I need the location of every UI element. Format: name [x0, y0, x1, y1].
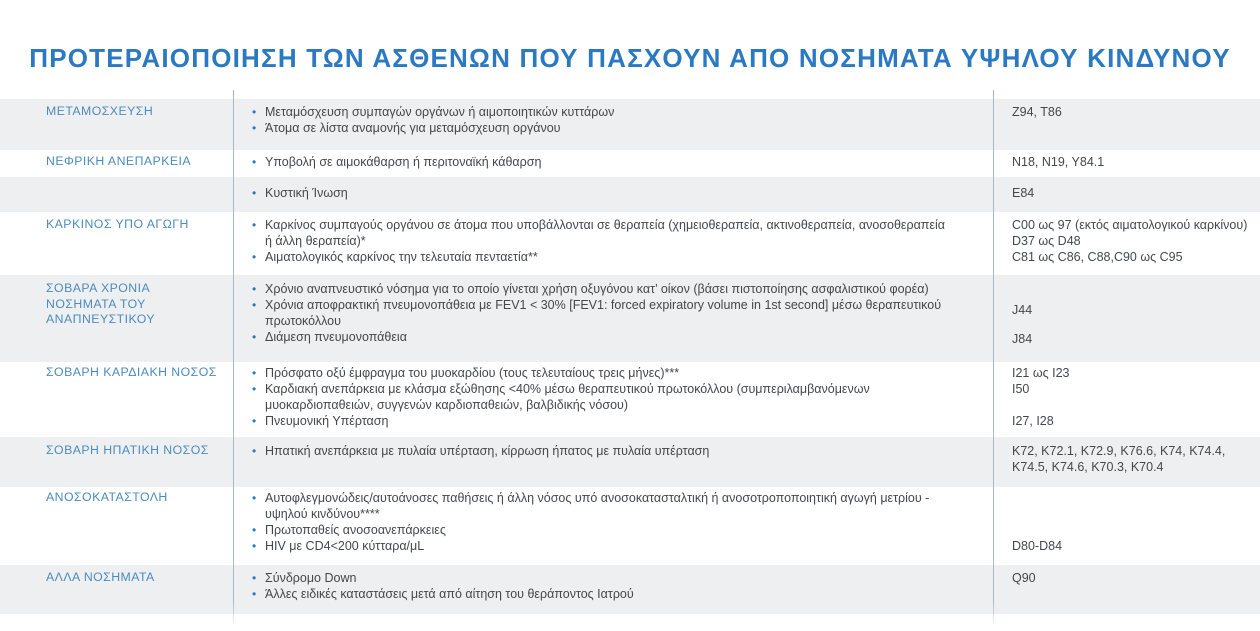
criteria-text: Άλλες ειδικές καταστάσεις μετά από αίτηση του θεράποντος Ιατρού [265, 587, 634, 601]
criteria-cell [233, 437, 993, 487]
icd-codes-cell [993, 487, 1260, 565]
column-divider-left [233, 90, 234, 627]
criteria-cell [233, 177, 993, 212]
table-row [0, 177, 1260, 212]
icd-code: C00 ως 97 (εκτός αιματολογικού καρκίνου) D37 ως D48 [1012, 218, 1248, 248]
category-cell: ΣΟΒΑΡΑ ΧΡΟΝΙΑ ΝΟΣΗΜΑΤΑ ΤΟΥ ΑΝΑΠΝΕΥΣΤΙΚΟΥ [46, 281, 156, 326]
criteria-cell [233, 99, 993, 150]
criteria-text: Χρόνια αποφρακτική πνευμονοπάθεια με FEV1 < 30% [FEV1: forced expiratory volume in 1st second] μέσω θεραπευτικού πρωτοκόλλου [265, 298, 942, 328]
criteria-item [252, 538, 973, 554]
category-cell: ΑΝΟΣΟΚΑΤΑΣΤΟΛΗ [46, 490, 168, 504]
bullet-icon: • [252, 250, 257, 264]
criteria-item [252, 185, 973, 201]
icd-code: I27, I28 [1012, 414, 1054, 428]
category-cell: ΜΕΤΑΜΟΣΧΕΥΣΗ [46, 104, 154, 118]
criteria-item [252, 217, 973, 249]
criteria-item [252, 413, 973, 429]
bullet-icon: • [252, 186, 257, 200]
icd-code: J84 [1012, 332, 1033, 346]
bullet-icon: • [252, 218, 257, 232]
table-row [0, 150, 1260, 177]
criteria-item [252, 249, 973, 265]
bullet-icon: • [252, 155, 257, 169]
criteria-text: Ηπατική ανεπάρκεια με πυλαία υπέρταση, κίρρωση ήπατος με πυλαία υπέρταση [265, 444, 710, 458]
criteria-text: Καρκίνος συμπαγούς οργάνου σε άτομα που υποβάλλονται σε θεραπεία (χημειοθεραπεία, ακτινοθεραπεία, ανοσοθεραπεία ή άλλη θεραπεία)* [265, 218, 946, 248]
bullet-icon: • [252, 523, 257, 537]
bullet-icon: • [252, 105, 257, 119]
bullet-icon: • [252, 382, 257, 396]
icd-codes-cell [993, 362, 1260, 437]
table-row [0, 487, 1260, 565]
category-cell: ΣΟΒΑΡΗ ΚΑΡΔΙΑΚΗ ΝΟΣΟΣ [46, 365, 217, 379]
table-row [0, 275, 1260, 362]
category-cell: ΣΟΒΑΡΗ ΗΠΑΤΙΚΗ ΝΟΣΟΣ [46, 443, 209, 457]
criteria-item [252, 586, 973, 602]
category-cell: ΑΛΛΑ ΝΟΣΗΜΑΤΑ [46, 570, 155, 584]
criteria-cell [233, 362, 993, 437]
icd-code: I21 ως I23 [1012, 366, 1070, 380]
high-risk-diseases-table [0, 99, 1260, 614]
criteria-item [252, 490, 973, 522]
bullet-icon: • [252, 571, 257, 585]
icd-code: C81 ως C86, C88,C90 ως C95 [1012, 250, 1183, 264]
criteria-cell [233, 150, 993, 177]
icd-code: I50 [1012, 382, 1030, 396]
icd-code: Z94, T86 [1012, 105, 1062, 119]
criteria-item [252, 120, 973, 136]
criteria-text: HIV με CD4<200 κύτταρα/μL [265, 539, 425, 553]
bullet-icon: • [252, 282, 257, 296]
criteria-text: Αιματολογικός καρκίνος την τελευταία πενταετία** [265, 250, 538, 264]
icd-code: J44 [1012, 303, 1033, 317]
icd-code: K72, K72.1, K72.9, K76.6, K74, K74.4, K74.5, K74.6, K70.3, K70.4 [1012, 444, 1226, 474]
bullet-icon: • [252, 121, 257, 135]
criteria-text: Κυστική Ίνωση [265, 186, 348, 200]
bullet-icon: • [252, 587, 257, 601]
column-divider-right [993, 90, 994, 627]
criteria-cell [233, 487, 993, 565]
category-cell: ΝΕΦΡΙΚΗ ΑΝΕΠΑΡΚΕΙΑ [46, 154, 192, 168]
table-row [0, 99, 1260, 150]
criteria-item [252, 104, 973, 120]
icd-code: E84 [1012, 186, 1035, 200]
criteria-item [252, 281, 973, 297]
bullet-icon: • [252, 444, 257, 458]
criteria-text: Πρωτοπαθείς ανοσοανεπάρκειες [265, 523, 446, 537]
category-cell: ΚΑΡΚΙΝΟΣ ΥΠΟ ΑΓΩΓΗ [46, 217, 189, 231]
criteria-cell [233, 275, 993, 362]
icd-code: N18, N19, Y84.1 [1012, 155, 1105, 169]
criteria-cell [233, 565, 993, 614]
criteria-item [252, 570, 973, 586]
icd-codes-cell [993, 565, 1260, 614]
table-row [0, 212, 1260, 275]
icd-codes-cell [993, 275, 1260, 362]
criteria-text: Διάμεση πνευμονοπάθεια [265, 330, 407, 344]
criteria-item [252, 381, 973, 413]
table-row [0, 437, 1260, 487]
bullet-icon: • [252, 491, 257, 505]
icd-code: Q90 [1012, 571, 1036, 585]
icd-code: D80-D84 [1012, 539, 1063, 553]
criteria-text: Άτομα σε λίστα αναμονής για μεταμόσχευση οργάνου [265, 121, 561, 135]
bullet-icon: • [252, 414, 257, 428]
icd-codes-cell [993, 99, 1260, 150]
criteria-text: Σύνδρομο Down [265, 571, 357, 585]
criteria-item [252, 154, 973, 170]
bullet-icon: • [252, 330, 257, 344]
icd-codes-cell [993, 437, 1260, 487]
criteria-text: Πρόσφατο οξύ έμφραγμα του μυοκαρδίου (τους τελευταίους τρεις μήνες)*** [265, 366, 680, 380]
criteria-item [252, 522, 973, 538]
criteria-item [252, 297, 973, 329]
icd-codes-cell [993, 150, 1260, 177]
criteria-text: Καρδιακή ανεπάρκεια με κλάσμα εξώθησης <40% μέσω θεραπευτικού πρωτοκόλλου (συμπεριλαμβανόμενων μυοκαρδιοπαθειών, συγγενών καρδιοπαθειών, βαλβιδικής νόσου) [265, 382, 870, 412]
table-rows [0, 99, 1260, 614]
criteria-item [252, 443, 973, 459]
criteria-text: Μεταμόσχευση συμπαγών οργάνων ή αιμοποιητικών κυττάρων [265, 105, 615, 119]
criteria-item [252, 365, 973, 381]
page-title: ΠΡΟΤΕΡΑΙΟΠΟΙΗΣΗ ΤΩΝ ΑΣΘΕΝΩΝ ΠΟΥ ΠΑΣΧΟΥΝ ΑΠΟ ΝΟΣΗΜΑΤΑ ΥΨΗΛΟΥ ΚΙΝΔΥΝΟΥ [29, 43, 1231, 73]
criteria-item [252, 329, 973, 345]
category-cell [0, 177, 233, 212]
icd-codes-cell [993, 212, 1260, 275]
criteria-cell [233, 212, 993, 275]
table-row [0, 565, 1260, 614]
bullet-icon: • [252, 539, 257, 553]
bullet-icon: • [252, 366, 257, 380]
criteria-text: Αυτοφλεγμονώδεις/αυτοάνοσες παθήσεις ή άλλη νόσος υπό ανοσοκατασταλτική ή ανοσοτροποποιητική αγωγή μετρίου - υψηλού κινδύνου**** [265, 491, 930, 521]
criteria-text: Χρόνιο αναπνευστικό νόσημα για το οποίο γίνεται χρήση οξυγόνου κατ’ οίκον (βάσει πιστοποίησης ασφαλιστικού φορέα) [265, 282, 929, 296]
criteria-text: Πνευμονική Υπέρταση [265, 414, 389, 428]
table-row [0, 362, 1260, 437]
criteria-text: Υποβολή σε αιμοκάθαρση ή περιτοναϊκή κάθαρση [265, 155, 542, 169]
bullet-icon: • [252, 298, 257, 312]
icd-codes-cell [993, 177, 1260, 212]
